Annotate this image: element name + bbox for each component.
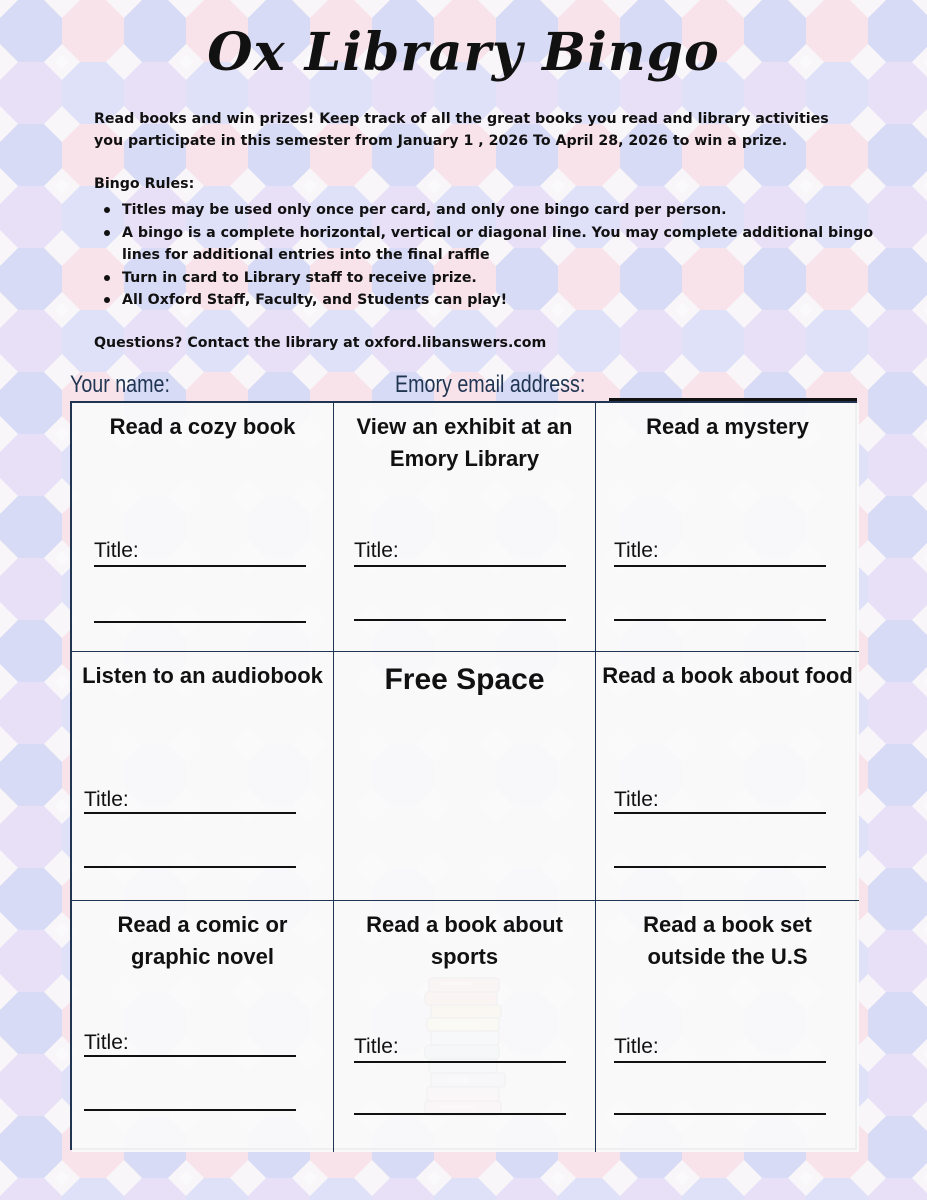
name-label: Your name: [70,371,170,398]
title-line[interactable] [84,1055,296,1057]
free-space-title: Free Space [384,663,545,696]
rule-item: A bingo is a complete horizontal, vertical or diagonal line. You may complete additional bingo lines for additional entries into the final raffle [122,222,882,267]
title-label: Title: [354,1035,399,1058]
email-label: Emory email address: [395,371,586,398]
title-line[interactable] [354,619,566,621]
rules-list [94,199,882,312]
title-line[interactable] [614,1061,826,1063]
title-line[interactable] [614,565,826,567]
bingo-cell[interactable] [72,901,334,1152]
rule-item: All Oxford Staff, Faculty, and Students can play! [122,289,882,312]
title-line[interactable] [614,619,826,621]
cell-prompt: Read a book set outside the U.S [643,912,812,969]
cell-prompt: Read a book about food [602,663,853,688]
contact-text: Questions? Contact the library at oxford.libanswers.com [94,335,547,351]
title-label: Title: [614,1035,659,1058]
title-line[interactable] [354,1061,566,1063]
title-line[interactable] [614,1113,826,1115]
bingo-cell[interactable] [72,403,334,652]
bingo-cell[interactable] [72,652,334,901]
title-line[interactable] [614,866,826,868]
title-line[interactable] [84,1109,296,1111]
title-line[interactable] [84,866,296,868]
cell-prompt: View an exhibit at an Emory Library [356,414,573,471]
title-label: Title: [84,1031,129,1054]
bingo-cell[interactable] [596,901,859,1152]
bingo-cell[interactable] [334,901,596,1152]
title-line[interactable] [94,621,306,623]
bingo-cell[interactable] [334,403,596,652]
title-line[interactable] [84,812,296,814]
bingo-cell[interactable] [596,403,859,652]
title-label: Title: [354,539,399,562]
title-line[interactable] [94,565,306,567]
cell-prompt: Read a book about sports [366,912,563,969]
bingo-card [70,401,857,1150]
title-label: Title: [614,539,659,562]
cell-prompt: Read a cozy book [109,414,296,439]
rule-item: Titles may be used only once per card, and only one bingo card per person. [122,199,882,222]
title-line[interactable] [354,1113,566,1115]
title-label: Title: [614,788,659,811]
cell-prompt: Listen to an audiobook [82,663,323,688]
bingo-cell[interactable] [596,652,859,901]
page-title: Ox Library Bingo [207,22,720,83]
bingo-cell-free-space[interactable] [334,652,596,901]
rules-heading: Bingo Rules: [94,176,195,192]
title-line[interactable] [354,565,566,567]
title-label: Title: [94,539,139,562]
cell-prompt: Read a mystery [646,414,809,439]
title-label: Title: [84,788,129,811]
intro-text: Read books and win prizes! Keep track of all the great books you read and library activities you participate in this semester from January 1 , 2026 To April 28, 2026 to win a prize. [94,111,829,149]
cell-prompt: Read a comic or graphic novel [117,912,288,969]
rule-item: Turn in card to Library staff to receive prize. [122,267,882,290]
title-line[interactable] [614,812,826,814]
